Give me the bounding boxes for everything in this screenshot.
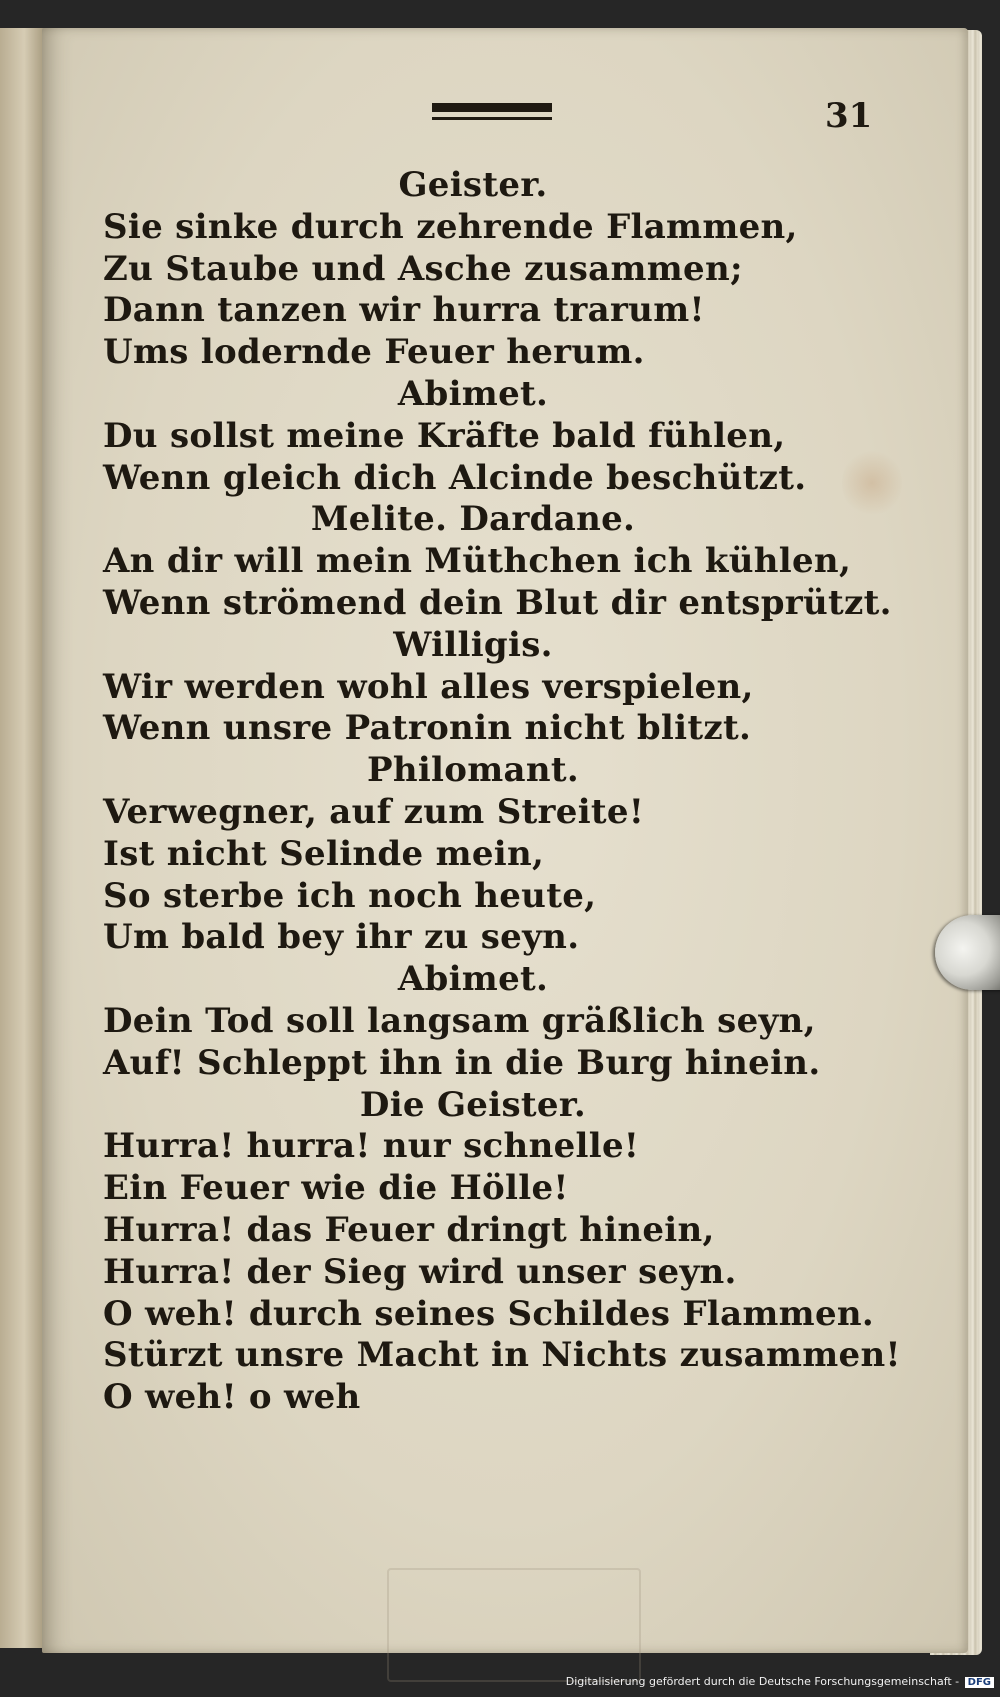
verse-line: So sterbe ich noch heute, — [103, 875, 597, 916]
verse-line: Ums lodernde Feuer herum. — [103, 332, 645, 373]
faded-library-stamp — [387, 1568, 641, 1682]
speaker-heading: Philomant. — [366, 750, 580, 791]
verse-line: Verwegner, auf zum Streite! — [103, 791, 645, 832]
verse-line: Wenn strömend dein Blut dir entsprützt. — [103, 582, 892, 623]
verse-line: Sie sinke durch zehrende Flammen, — [103, 206, 798, 247]
speaker-heading: Willigis. — [393, 624, 553, 665]
verse-line: Wenn gleich dich Alcinde beschützt. — [103, 457, 807, 498]
verse-line: Wir werden wohl alles verspielen, — [103, 666, 754, 707]
speaker-heading: Geister. — [398, 165, 548, 205]
page-clip — [935, 915, 1000, 990]
verse-line: O weh! durch seines Schildes Flammen. — [103, 1293, 875, 1334]
verse-line: Dein Tod soll langsam gräßlich seyn, — [103, 1000, 816, 1041]
speaker-heading: Abimet. — [397, 373, 549, 414]
verse-text-block — [103, 165, 901, 1419]
verse-line: Um bald bey ihr zu seyn. — [103, 917, 580, 958]
verse-line: Du sollst meine Kräfte bald fühlen, — [103, 415, 786, 456]
dfg-logo-icon: DFG — [965, 1677, 994, 1688]
speaker-heading: Melite. Dardane. — [310, 499, 636, 540]
verse-line: Hurra! hurra! nur schnelle! — [103, 1126, 640, 1167]
speaker-heading: Abimet. — [397, 959, 549, 1000]
verse-line: Dann tanzen wir hurra trarum! — [103, 290, 705, 331]
verse-line: Wenn unsre Patronin nicht blitzt. — [103, 708, 752, 749]
verse-line: Auf! Schleppt ihn in die Burg hinein. — [103, 1042, 821, 1083]
credit-text: Digitalisierung gefördert durch die Deutsche Forschungsgemeinschaft - — [565, 1675, 960, 1688]
facing-page-edge — [0, 28, 44, 1648]
header-ornament-rule — [432, 103, 552, 120]
verse-line: An dir will mein Müthchen ich kühlen, — [103, 541, 852, 582]
page-number: 31 — [825, 96, 873, 136]
verse-line: Hurra! der Sieg wird unser seyn. — [103, 1251, 737, 1292]
verse-line: Hurra! das Feuer dringt hinein, — [103, 1209, 715, 1250]
verse-line: Stürzt unsre Macht in Nichts zusammen! — [103, 1335, 901, 1376]
show-through-text — [842, 228, 1000, 1428]
verse-line: Zu Staube und Asche zusammen; — [103, 248, 743, 289]
speaker-heading: Die Geister. — [359, 1084, 587, 1125]
verse-line: Ist nicht Selinde mein, — [103, 833, 545, 874]
verse-line: O weh! o weh — [103, 1377, 361, 1418]
verse-line: Ein Feuer wie die Hölle! — [103, 1168, 569, 1209]
digitization-credit — [566, 1675, 994, 1688]
